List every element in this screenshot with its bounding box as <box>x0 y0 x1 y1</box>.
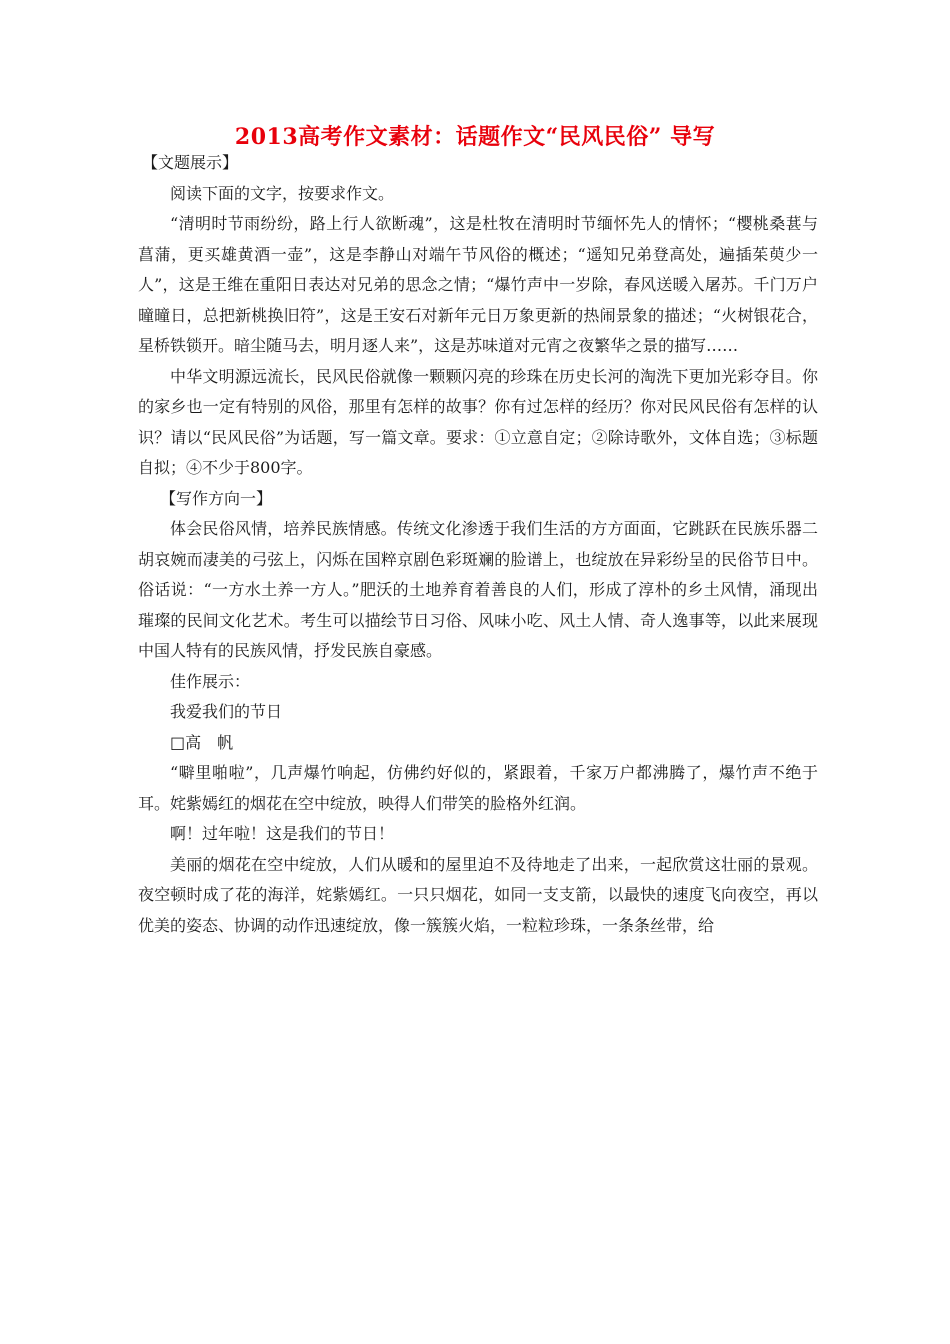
direction-heading: 【写作方向一】 <box>160 488 273 508</box>
document-body <box>138 148 818 941</box>
prompt-heading: 【文题展示】 <box>142 153 239 172</box>
document-title: 2013高考作文素材：话题作文“民风民俗” 导写 <box>234 124 716 150</box>
essay-paragraph-1: “噼里啪啦”，几声爆竹响起，仿佛约好似的，紧跟着，千家万户都沸腾了，爆竹声不绝于耳。姹紫嫣红的烟花在空中绽放，映得人们带笑的脸格外红润。 <box>138 763 818 813</box>
instruction-paragraph: 阅读下面的文字，按要求作文。 <box>170 183 395 203</box>
essay-paragraph-2: 啊！过年啦！这是我们的节日！ <box>170 824 395 843</box>
essay-paragraph-3: 美丽的烟花在空中绽放，人们从暖和的屋里迫不及待地走了出来，一起欣赏这壮丽的景观。夜空顿时成了花的海洋，姹紫嫣红。一只只烟花，如同一支支箭，以最快的速度飞向夜空，再以优美的姿态、协调的动作迅速绽放，像一簇簇火焰，一粒粒珍珠，一条条丝带，给 <box>138 854 818 935</box>
essay-title: 我爱我们的节日 <box>170 702 283 721</box>
direction-paragraph: 体会民俗风情，培养民族情感。传统文化渗透于我们生活的方方面面，它跳跃在民族乐器二胡哀婉而凄美的弓弦上，闪烁在国粹京剧色彩斑斓的脸谱上，也绽放在异彩纷呈的民俗节日中。俗话说：“一方水土养一方人。”肥沃的土地养育着善良的人们，形成了淳朴的乡土风情，涌现出璀璨的民间文化艺术。考生可以描绘节日习俗、风味小吃、风土人情、奇人逸事等，以此来展现中国人特有的民族风情，抒发民族自豪感。 <box>138 519 818 660</box>
essay-author: □高 帆 <box>170 732 234 752</box>
task-paragraph: 中华文明源远流长，民风民俗就像一颗颗闪亮的珍珠在历史长河的淘洗下更加光彩夺目。你的家乡也一定有特别的风俗，那里有怎样的故事？你有过怎样的经历？你对民风民俗有怎样的认识？请以“民风民俗”为话题，写一篇文章。要求：①立意自定；②除诗歌外，文体自选；③标题自拟；④不少于800字。 <box>138 366 818 477</box>
sample-label: 佳作展示： <box>170 671 251 691</box>
poem-paragraph: “清明时节雨纷纷，路上行人欲断魂”，这是杜牧在清明时节缅怀先人的情怀；“樱桃桑葚与菖蒲，更买雄黄酒一壶”，这是李静山对端午节风俗的概述；“遥知兄弟登高处，遍插茱萸少一人”，这是王维在重阳日表达对兄弟的思念之情；“爆竹声中一岁除，春风送暖入屠苏。千门万户曈曈日，总把新桃换旧符”，这是王安石对新年元日万象更新的热闹景象的描述；“火树银花合，星桥铁锁开。暗尘随马去，明月逐人来”，这是苏味道对元宵之夜繁华之景的描写…… <box>138 214 818 355</box>
